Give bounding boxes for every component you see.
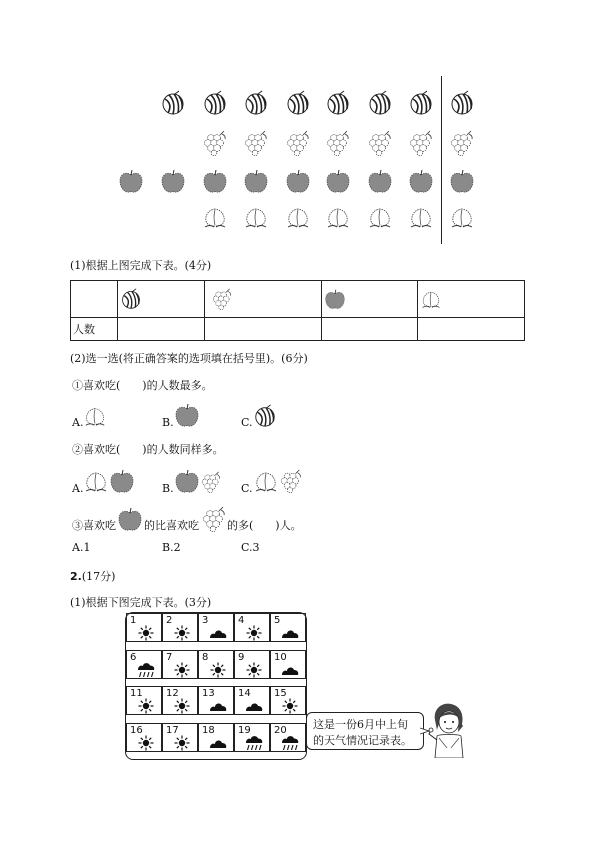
apple-icon [109, 468, 135, 494]
peach-icon [83, 468, 109, 494]
cloudy-icon [209, 735, 227, 751]
cloudy-icon [281, 662, 299, 678]
calendar-day-cell [234, 723, 270, 752]
option-label: A. [72, 482, 84, 495]
answer-cell-peach[interactable] [418, 318, 525, 341]
watermelon-icon [253, 404, 277, 428]
calendar-day-cell [198, 650, 234, 679]
grape-icon [243, 130, 269, 156]
peach-icon [367, 204, 393, 230]
speech-bubble-tail [420, 726, 430, 736]
calendar-day-number: 12 [166, 688, 179, 699]
calendar-day-number: 18 [202, 724, 215, 736]
grape-icon [449, 130, 475, 156]
q2-sub2-option-c[interactable] [241, 482, 303, 495]
apple-icon [449, 168, 475, 194]
grape-icon [325, 130, 351, 156]
sunny-icon [209, 662, 227, 678]
peach-icon [449, 204, 475, 230]
table-header-watermelon [118, 281, 205, 318]
calendar-day-number: 2 [166, 615, 173, 626]
option-label: B. [162, 482, 174, 495]
sunny-icon [137, 735, 155, 751]
sunny-icon [281, 698, 299, 714]
sunny-icon [137, 625, 155, 641]
calendar-day-number: 3 [202, 615, 209, 626]
peach-icon [285, 204, 311, 230]
peach-icon [243, 204, 269, 230]
grape-icon [279, 469, 303, 493]
q2-sub2-stem: ②喜欢吃( )的人数同样多。 [72, 443, 224, 456]
girl-illustration [425, 700, 471, 758]
calendar-day-cell [270, 650, 306, 679]
apple-icon [285, 168, 311, 194]
calendar-day-cell [198, 613, 234, 642]
calendar-day-cell [198, 723, 234, 752]
rainy-icon [137, 662, 155, 678]
weather-calendar [125, 612, 307, 760]
apple-icon [116, 506, 144, 532]
sunny-icon [173, 625, 191, 641]
rainy-icon [281, 735, 299, 751]
q2-sub3-option-c[interactable]: C.3 [241, 541, 260, 554]
rainy-icon [245, 735, 263, 751]
calendar-day-cell [126, 650, 162, 679]
answer-cell-grape[interactable] [205, 318, 322, 341]
calendar-day-number: 4 [238, 615, 245, 626]
apple-icon [324, 288, 346, 310]
table-corner-cell [71, 281, 118, 318]
sunny-icon [173, 735, 191, 751]
cloudy-icon [281, 625, 299, 641]
sunny-icon [173, 662, 191, 678]
calendar-day-cell [234, 686, 270, 715]
calendar-day-cell [162, 650, 198, 679]
calendar-day-cell [162, 613, 198, 642]
apple-icon [243, 168, 269, 194]
table-row-label: 人数 [71, 318, 118, 341]
calendar-day-number: 19 [238, 724, 251, 736]
calendar-day-number: 8 [202, 651, 209, 663]
speech-bubble [306, 712, 424, 750]
peach-icon [202, 204, 228, 230]
pictogram-divider-line [441, 76, 442, 244]
option-label: C. [241, 482, 253, 495]
q2-sub1-stem: ①喜欢吃( )的人数最多。 [72, 379, 213, 392]
cloudy-icon [209, 698, 227, 714]
q2-sub3-option-b[interactable]: B.2 [162, 541, 181, 554]
apple-icon [325, 168, 351, 194]
apple-icon [408, 168, 434, 194]
watermelon-icon [367, 90, 393, 116]
calendar-day-cell [162, 686, 198, 715]
cloudy-icon [245, 698, 263, 714]
speech-line-1: 这是一份6月中上旬 [313, 718, 408, 731]
table-header-peach [418, 281, 525, 318]
sunny-icon [137, 698, 155, 714]
grape-icon [202, 130, 228, 156]
calendar-day-number: 7 [166, 651, 173, 663]
section2-q1-heading: (1)根据下图完成下表。(3分) [70, 596, 212, 609]
calendar-day-cell [162, 723, 198, 752]
calendar-day-cell [198, 686, 234, 715]
calendar-day-number: 1 [130, 615, 137, 626]
calendar-day-number: 10 [274, 651, 287, 663]
grape-icon [200, 471, 222, 493]
watermelon-icon [408, 90, 434, 116]
q2-sub3-stem-b: 的比喜欢吃 [144, 519, 199, 532]
calendar-day-number: 6 [130, 651, 137, 663]
calendar-day-cell [126, 686, 162, 715]
section2-score: (17分) [81, 570, 116, 583]
calendar-day-number: 15 [274, 688, 287, 699]
peach-icon [325, 204, 351, 230]
watermelon-icon [160, 90, 186, 116]
sunny-icon [173, 698, 191, 714]
calendar-day-cell [270, 613, 306, 642]
apple-icon [160, 168, 186, 194]
peach-icon [420, 288, 442, 310]
q2-heading: (2)选一选(将正确答案的选项填在括号里)。(6分) [70, 352, 308, 365]
watermelon-icon [202, 90, 228, 116]
calendar-day-number: 17 [166, 724, 179, 736]
calendar-day-cell [270, 723, 306, 752]
watermelon-icon [449, 90, 475, 116]
q2-sub1-option-c[interactable] [241, 416, 277, 429]
q2-sub2-option-b[interactable] [162, 482, 222, 495]
calendar-day-cell [234, 650, 270, 679]
watermelon-icon [285, 90, 311, 116]
apple-icon [174, 468, 200, 494]
grape-icon [211, 288, 233, 310]
q2-sub1-option-b[interactable] [162, 416, 200, 429]
calendar-day-number: 16 [130, 724, 143, 736]
sunny-icon [245, 662, 263, 678]
calendar-day-number: 13 [202, 688, 215, 699]
speech-line-2: 的天气情况记录表。 [313, 734, 412, 747]
grape-icon [285, 130, 311, 156]
q2-sub3-stem-c: 的多( )人。 [227, 519, 302, 532]
calendar-day-number: 9 [238, 651, 245, 663]
answer-cell-watermelon[interactable] [118, 318, 205, 341]
apple-icon [174, 402, 200, 428]
peach-icon [83, 404, 107, 428]
q2-sub1-option-a[interactable] [72, 416, 107, 429]
cloudy-icon [209, 625, 227, 641]
apple-icon [367, 168, 393, 194]
apple-icon [202, 168, 228, 194]
calendar-day-number: 20 [274, 724, 287, 736]
section2-number: 2. [70, 570, 82, 583]
calendar-day-number: 11 [130, 688, 143, 699]
option-label: B. [162, 416, 174, 429]
watermelon-icon [325, 90, 351, 116]
fruit-count-table [70, 280, 525, 341]
option-label: C. [241, 416, 253, 429]
peach-icon [253, 468, 279, 494]
q1-heading: (1)根据上图完成下表。(4分) [70, 259, 212, 272]
option-label: A. [72, 416, 84, 429]
table-header-grape [205, 281, 322, 318]
apple-icon [118, 168, 144, 194]
q2-sub3-stem [72, 517, 302, 533]
q2-sub2-option-a[interactable] [72, 482, 135, 495]
calendar-day-cell [270, 686, 306, 715]
q2-sub3-option-a[interactable]: A.1 [72, 541, 91, 554]
grape-icon [408, 130, 434, 156]
calendar-day-cell [126, 723, 162, 752]
section2-title [70, 568, 115, 584]
calendar-day-cell [234, 613, 270, 642]
calendar-day-cell [126, 613, 162, 642]
watermelon-icon [243, 90, 269, 116]
q2-sub3-stem-a: ③喜欢吃 [72, 519, 116, 532]
grape-icon [367, 130, 393, 156]
table-header-apple [322, 281, 418, 318]
grape-icon [201, 506, 227, 532]
watermelon-icon [120, 288, 142, 310]
peach-icon [408, 204, 434, 230]
calendar-day-number: 5 [274, 615, 281, 626]
answer-cell-apple[interactable] [322, 318, 418, 341]
calendar-day-number: 14 [238, 688, 251, 699]
sunny-icon [245, 625, 263, 641]
